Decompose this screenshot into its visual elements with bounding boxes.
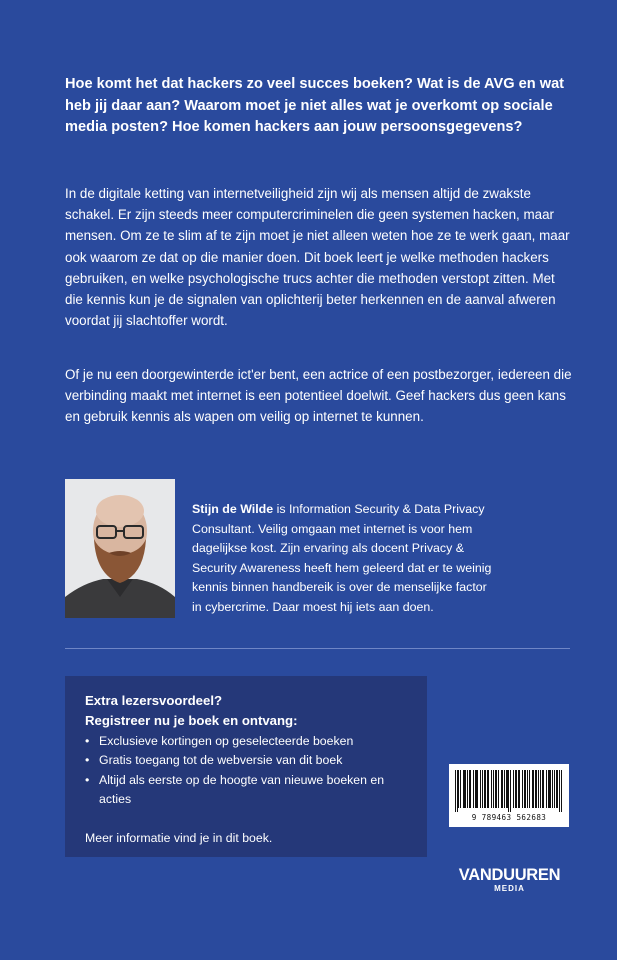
barcode-bar — [457, 770, 458, 812]
barcode-bar — [559, 770, 560, 812]
body-paragraph-2: Of je nu een doorgewinterde ict'er bent, een actrice of een postbezorger, iedereen die verbinding maakt met internet is een potentieel doelwit. Geef hackers dus geen kans en gebruik kennis als wapen om veilig op internet te kunnen. — [65, 367, 572, 425]
barcode — [449, 764, 569, 827]
barcode-bar — [552, 770, 553, 808]
barcode-bars — [455, 770, 563, 812]
barcode-bar — [515, 770, 516, 808]
publisher-name: VANDUUREN — [458, 866, 561, 884]
bullet-icon: • — [85, 772, 90, 787]
author-bio — [192, 500, 492, 617]
barcode-bar — [482, 770, 483, 808]
promo-heading-line2: Registreer nu je boek en ontvang: — [85, 712, 298, 728]
barcode-bar — [496, 770, 497, 808]
barcode-bar — [513, 770, 514, 808]
barcode-bar — [527, 770, 528, 808]
barcode-bar — [549, 770, 550, 808]
barcode-bar — [516, 770, 517, 808]
barcode-bar — [477, 770, 478, 808]
section-divider — [65, 648, 570, 649]
list-item: • Altijd als eerste op de hoogte van nieuwe boeken en acties — [85, 772, 385, 806]
barcode-bar — [455, 770, 456, 812]
barcode-bar — [506, 770, 507, 808]
barcode-bar — [561, 770, 562, 812]
barcode-bar — [484, 770, 485, 808]
reader-benefit-box — [65, 676, 427, 857]
barcode-bar — [458, 770, 459, 808]
barcode-bar — [538, 770, 539, 808]
bullet-icon: • — [85, 734, 90, 748]
barcode-bar — [504, 770, 505, 808]
bullet-icon: • — [85, 753, 90, 768]
barcode-bar — [480, 770, 481, 808]
barcode-bar — [557, 770, 558, 808]
barcode-bar — [536, 770, 537, 808]
barcode-bar — [540, 770, 541, 808]
barcode-bar — [524, 770, 525, 808]
barcode-bar — [487, 770, 488, 808]
barcode-bar — [493, 770, 494, 808]
barcode-bar — [532, 770, 533, 808]
barcode-bar — [535, 770, 536, 808]
barcode-bar — [470, 770, 471, 808]
barcode-bar — [533, 770, 534, 808]
barcode-bar — [464, 770, 465, 808]
barcode-bar — [502, 770, 503, 808]
barcode-bar — [525, 770, 526, 808]
body-paragraph-1: In de digitale ketting van internetveiligheid zijn wij als mensen altijd de zwakste schakel. Er zijn steeds meer computercriminelen die geen systemen hacken, maar mensen. Om ze te slim af te zijn moet je niet alleen weten hoe ze te werk gaan, maar ook waarom ze dat op die manier doen. Dit boek leert je welke methoden hackers gebruiken, en welke psychologische trucs achter die methoden verstopt zitten. Met die kennis kun je de signalen van oplichterij beter herkennen en de aanval afweren voordat jij slachtoffer wordt. — [65, 186, 570, 329]
barcode-bar — [550, 770, 551, 808]
barcode-bar — [476, 770, 477, 808]
author-name: Stijn de Wilde — [192, 502, 274, 516]
barcode-bar — [460, 770, 461, 808]
barcode-bar — [556, 770, 557, 808]
barcode-bar — [485, 770, 486, 808]
barcode-bar — [519, 770, 520, 808]
barcode-bar — [542, 770, 543, 808]
barcode-bar — [463, 770, 464, 808]
promo-heading-line1: Extra lezersvoordeel? — [85, 693, 223, 708]
isbn-number: 9 789463 562683 — [471, 813, 547, 822]
barcode-bar — [491, 770, 492, 808]
barcode-bar — [467, 770, 468, 808]
publisher-sub: MEDIA — [494, 884, 525, 893]
promo-heading — [85, 691, 407, 730]
barcode-bar — [465, 770, 466, 808]
barcode-bar — [548, 770, 549, 808]
barcode-bar — [495, 770, 496, 808]
barcode-bar — [508, 770, 509, 812]
promo-benefits-list — [85, 732, 407, 809]
author-photo — [65, 479, 175, 618]
barcode-bar — [529, 770, 530, 808]
barcode-bar — [554, 770, 555, 808]
list-item: • Exclusieve kortingen op geselecteerde boeken — [85, 732, 407, 751]
list-item: • Gratis toegang tot de webversie van dit boek — [85, 751, 407, 770]
promo-more-info: Meer informatie vind je in dit boek. — [85, 831, 273, 846]
intro-questions: Hoe komt het dat hackers zo veel succes boeken? Wat is de AVG en wat heb jij daar aan? Waarom moet je niet alles wat je overkomt op sociale media posten? Hoe komen hackers aan jouw persoonsgegevens? — [65, 76, 565, 135]
barcode-bar — [518, 770, 519, 808]
barcode-bar — [510, 770, 511, 812]
barcode-bar — [473, 770, 474, 808]
barcode-bar — [488, 770, 489, 808]
barcode-bar — [475, 770, 476, 808]
publisher-logo — [447, 866, 572, 894]
barcode-bar — [469, 770, 470, 808]
barcode-bar — [522, 770, 523, 808]
barcode-bar — [546, 770, 547, 808]
barcode-bar — [501, 770, 502, 808]
barcode-bar — [507, 770, 508, 808]
barcode-bar — [543, 770, 544, 808]
barcode-bar — [498, 770, 499, 808]
author-bio-text: is Information Security & Data Privacy Consultant. Veilig omgaan met internet is voor hem dagelijkse kost. Zijn ervaring als docent Privacy & Security Awareness heeft hem geleerd dat er te weinig kennis binnen handbereik is over de menselijke factor in cybercrime. Daar moest hij iets aan doen. — [192, 502, 492, 614]
